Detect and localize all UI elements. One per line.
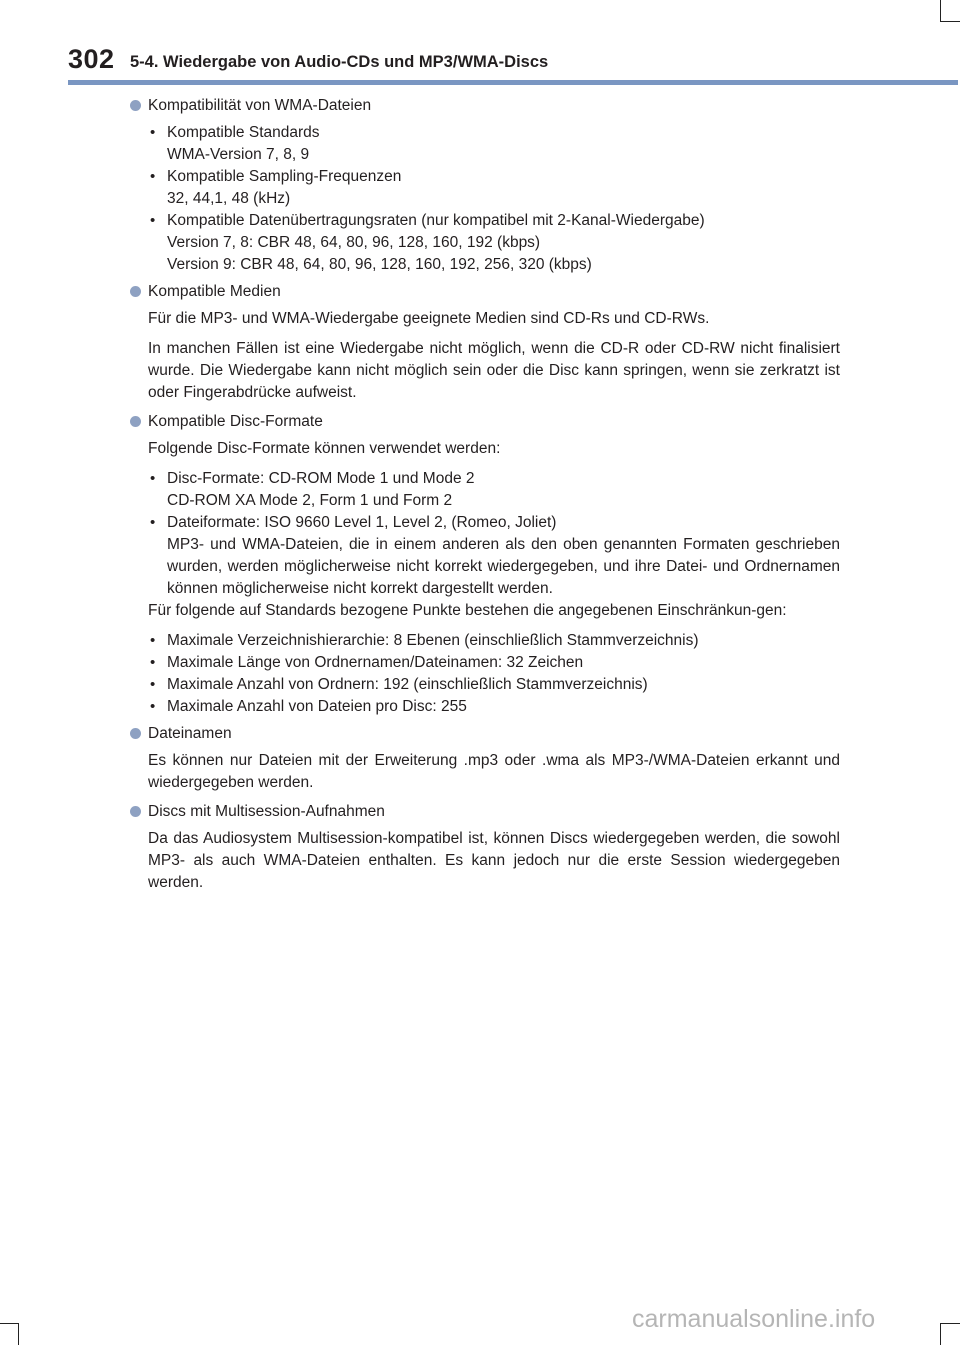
paragraph: Es können nur Dateien mit der Erweiterung .mp3 oder .wma als MP3-/WMA-Dateien erkannt und wiedergegeben werden. [148,752,840,791]
section-wma-compatibility [130,96,840,276]
list-item-line: Maximale Anzahl von Ordnern: 192 (einschließlich Stammverzeichnis) [167,676,648,693]
list-bullet-icon: • [150,676,156,693]
paragraph: Folgende Disc-Formate können verwendet werden: [148,440,501,457]
list-bullet-icon: • [150,654,156,671]
crop-mark-bottom-right-h [940,1323,960,1324]
section-heading-text: Discs mit Multisession-Aufnahmen [148,803,385,820]
list-item-line: Kompatible Standards [167,124,320,141]
list-item [148,166,840,210]
list-item-line: WMA-Version 7, 8, 9 [167,146,310,163]
list-item [148,674,840,696]
list-bullet-icon: • [150,514,156,531]
section-compatible-media [130,282,840,404]
page-title: 5-4. Wiedergabe von Audio-CDs und MP3/WMA-Discs [130,53,549,71]
section-heading [130,412,840,432]
section-bullet-icon [130,100,141,111]
crop-mark-bottom-right-v [940,1323,941,1345]
section-bullet-icon [130,286,141,297]
page-content [130,96,840,900]
section-heading [130,96,840,116]
list-item [148,122,840,166]
list-item-line: CD-ROM XA Mode 2, Form 1 und Form 2 [167,492,453,509]
list-item [148,630,840,652]
section-heading-text: Kompatible Medien [148,283,281,300]
crop-mark-bottom-left-v [18,1323,19,1345]
watermark-text: carmanualsonline.info [632,1305,876,1333]
section-heading-text: Dateinamen [148,725,232,742]
section-multisession [130,802,840,894]
section-heading-text: Kompatible Disc-Formate [148,413,323,430]
page-header [0,0,960,88]
list-item [148,210,840,276]
list-item [148,468,840,512]
section-bullet-icon [130,416,141,427]
list-item-line: Maximale Anzahl von Dateien pro Disc: 255 [167,698,467,715]
section-bullet-icon [130,728,141,739]
bullet-list [130,122,840,276]
section-file-names [130,724,840,794]
list-item-line: Maximale Verzeichnishierarchie: 8 Ebenen (einschließlich Stammverzeichnis) [167,632,699,649]
list-item-line: 32, 44,1, 48 (kHz) [167,190,291,207]
list-item-line: Kompatible Sampling-Frequenzen [167,168,402,185]
list-item [148,696,840,718]
list-bullet-icon: • [150,470,156,487]
list-bullet-icon: • [150,212,156,229]
header-divider [68,80,958,85]
section-bullet-icon [130,806,141,817]
bullet-list [130,468,840,600]
section-heading [130,282,840,302]
bullet-list [130,630,840,718]
list-bullet-icon: • [150,632,156,649]
section-heading [130,802,840,822]
list-item-line: Version 9: CBR 48, 64, 80, 96, 128, 160, 192, 256, 320 (kbps) [167,256,592,273]
section-disc-formats [130,412,840,718]
list-item [148,652,840,674]
list-item-line: MP3- und WMA-Dateien, die in einem anderen als den oben genannten Formaten geschrieben wurden, werden möglicherweise nicht korrekt wiedergegeben, und ihre Datei- und Ordnernamen können möglicherweise nicht korrekt dargestellt werden. [167,536,840,597]
list-item [148,512,840,600]
page-number: 302 [68,44,115,74]
paragraph: Für folgende auf Standards bezogene Punkte bestehen die angegebenen Einschränkun-gen: [148,602,787,619]
list-item-line: Maximale Länge von Ordnernamen/Dateinamen: 32 Zeichen [167,654,584,671]
list-item-line: Disc-Formate: CD-ROM Mode 1 und Mode 2 [167,470,475,487]
crop-mark-bottom-left-h [0,1323,19,1324]
list-bullet-icon: • [150,698,156,715]
paragraph: Für die MP3- und WMA-Wiedergabe geeignete Medien sind CD-Rs und CD-RWs. [148,310,710,327]
section-heading [130,724,840,744]
list-item-line: Version 7, 8: CBR 48, 64, 80, 96, 128, 160, 192 (kbps) [167,234,541,251]
paragraph: Da das Audiosystem Multisession-kompatibel ist, können Discs wiedergegeben werden, die sowohl MP3- als auch WMA-Dateien enthalten. Es kann jedoch nur die erste Session wiedergegeben werden. [148,830,840,891]
paragraph: In manchen Fällen ist eine Wiedergabe nicht möglich, wenn die CD-R oder CD-RW nicht finalisiert wurde. Die Wiedergabe kann nicht möglich sein oder die Disc kann springen, wenn sie zerkratzt ist oder Fingerabdrücke aufweist. [148,340,840,401]
section-heading-text: Kompatibilität von WMA-Dateien [148,97,372,114]
list-bullet-icon: • [150,124,156,141]
list-bullet-icon: • [150,168,156,185]
list-item-line: Kompatible Datenübertragungsraten (nur kompatibel mit 2-Kanal-Wiedergabe) [167,212,705,229]
list-item-line: Dateiformate: ISO 9660 Level 1, Level 2, (Romeo, Joliet) [167,514,557,531]
